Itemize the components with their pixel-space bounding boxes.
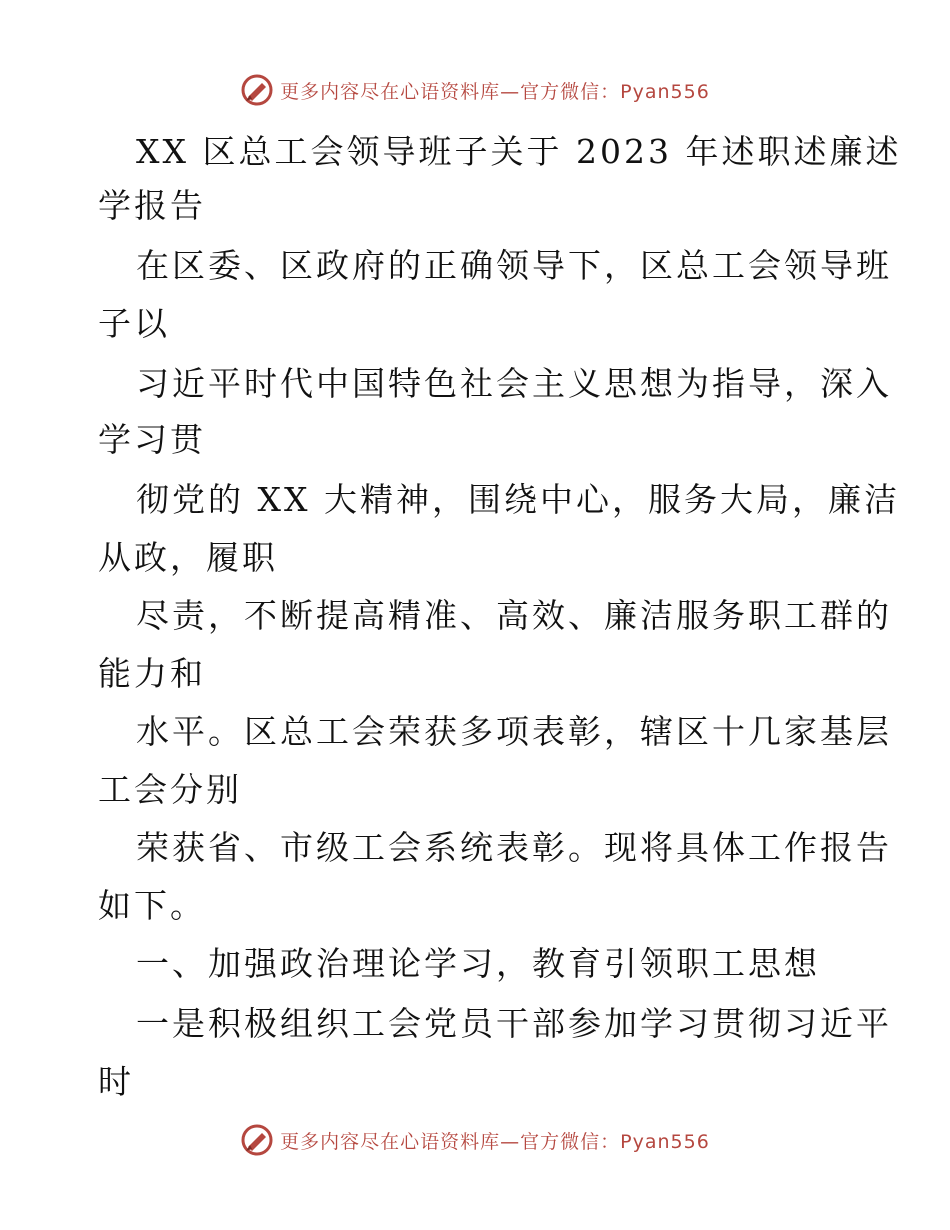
- paragraph-line: 一是积极组织工会党员干部参加学习贯彻习近平: [136, 1004, 892, 1043]
- pen-logo-icon: [240, 73, 274, 107]
- paragraph-line: 从政，履职: [98, 538, 278, 577]
- paragraph-line: 荣获省、市级工会系统表彰。现将具体工作报告: [136, 828, 892, 867]
- paragraph-line: 时: [98, 1062, 134, 1101]
- header-watermark-banner: [0, 68, 950, 112]
- section-heading: 一、加强政治理论学习，教育引领职工思想: [136, 944, 820, 983]
- title-line-2: 学报告: [98, 186, 206, 225]
- paragraph-line: 能力和: [98, 654, 206, 693]
- paragraph-line: 彻党的 XX 大精神，围绕中心，服务大局，廉洁: [136, 480, 900, 519]
- paragraph-line: 如下。: [98, 886, 206, 925]
- footer-watermark-banner: [0, 1118, 950, 1162]
- paragraph-line: 子以: [98, 304, 170, 343]
- watermark-text: 更多内容尽在心语资料库—官方微信：Pyan556: [280, 80, 710, 103]
- paragraph-line: 尽责，不断提高精准、高效、廉洁服务职工群的: [136, 596, 892, 635]
- title-line-1: XX 区总工会领导班子关于 2023 年述职述廉述: [136, 132, 902, 171]
- pen-logo-icon: [240, 1123, 274, 1157]
- paragraph-line: 学习贯: [98, 420, 206, 459]
- watermark-text: 更多内容尽在心语资料库—官方微信：Pyan556: [280, 1130, 710, 1153]
- paragraph-line: 工会分别: [98, 770, 242, 809]
- paragraph-line: 习近平时代中国特色社会主义思想为指导，深入: [136, 364, 892, 403]
- paragraph-line: 在区委、区政府的正确领导下，区总工会领导班: [136, 246, 892, 285]
- paragraph-line: 水平。区总工会荣获多项表彰，辖区十几家基层: [136, 712, 892, 751]
